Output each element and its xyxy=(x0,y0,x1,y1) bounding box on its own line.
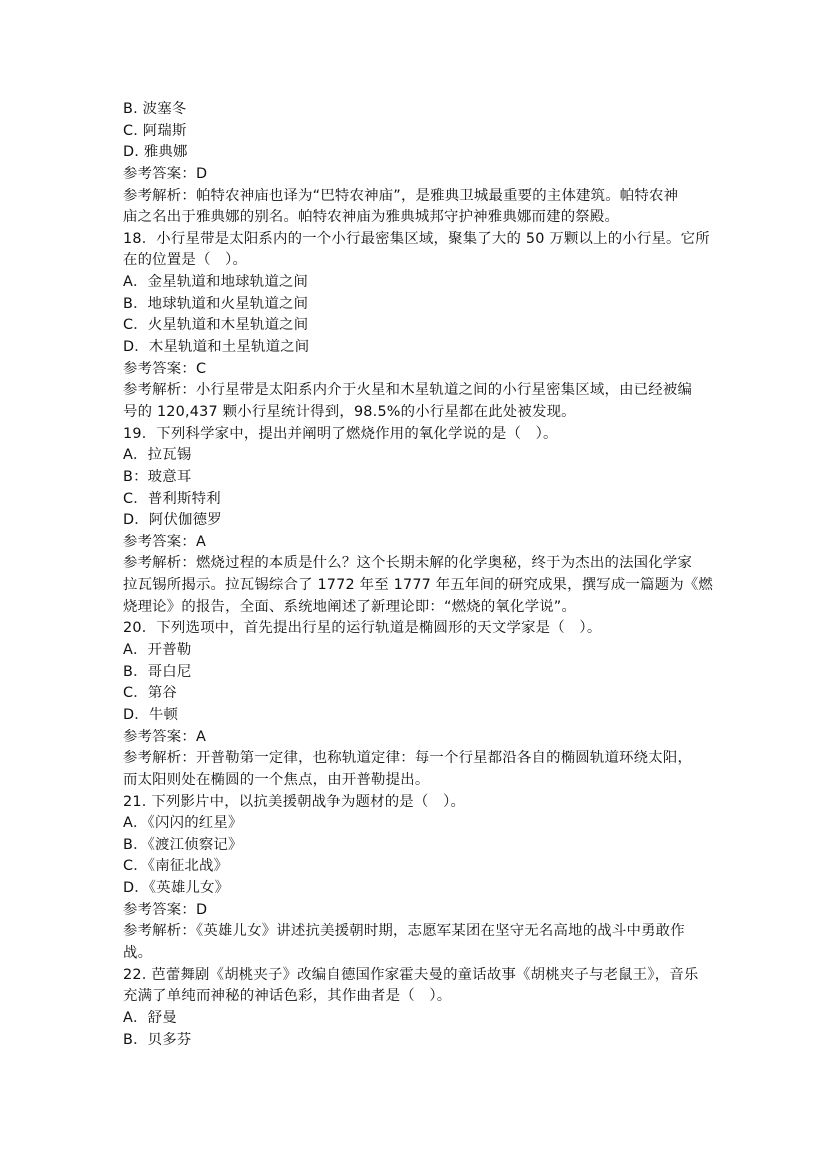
text-line: B．哥白尼 xyxy=(123,663,192,680)
text-line: 参考答案：C xyxy=(123,360,207,377)
text-line: 参考答案：A xyxy=(123,728,206,745)
text-line: A．《闪闪的红星》 xyxy=(123,815,243,832)
text-line: C．普利斯特利 xyxy=(123,490,221,507)
text-line: 在的位置是（ ）。 xyxy=(123,252,248,269)
text-line: B．《渡江侦察记》 xyxy=(123,836,243,853)
text-line: 庙之名出于雅典娜的别名。帕特农神庙为雅典城邦守护神雅典娜而建的祭殿。 xyxy=(123,209,620,226)
text-line: C．《南征北战》 xyxy=(123,858,229,875)
text-line: 烧理论》的报告，全面、系统地阐述了新理论即：“燃烧的氧化学说”。 xyxy=(123,598,577,615)
text-line: D．牛顿 xyxy=(123,706,179,723)
text-line: D．阿伏伽德罗 xyxy=(123,512,222,529)
text-line: 19．下列科学家中，提出并阐明了燃烧作用的氧化学说的是（ ）。 xyxy=(123,425,558,442)
text-line: D．木星轨道和土星轨道之间 xyxy=(123,339,310,356)
text-line: 参考解析：小行星带是太阳系内介于火星和木星轨道之间的小行星密集区域，由已经被编 xyxy=(123,382,693,399)
document-body xyxy=(123,99,723,1051)
text-line: 参考答案：A xyxy=(123,533,206,550)
text-line: A．开普勒 xyxy=(123,642,192,659)
text-line: C. 阿瑞斯 xyxy=(123,122,187,139)
text-line: 号的 120,437 颗小行星统计得到，98.5%的小行星都在此处被发现。 xyxy=(123,403,576,420)
text-line: C．第谷 xyxy=(123,685,178,702)
text-line: 18．小行星带是太阳系内的一个小行最密集区域，聚集了大的 50 万颗以上的小行星。它所 xyxy=(123,230,710,247)
text-line: 参考答案：D xyxy=(123,165,208,182)
text-line: 参考答案：D xyxy=(123,901,208,918)
text-line: 参考解析：开普勒第一定律，也称轨道定律：每一个行星都沿各自的椭圆轨道环绕太阳， xyxy=(123,750,693,767)
text-line: A．拉瓦锡 xyxy=(123,447,192,464)
text-line: 21. 下列影片中，以抗美援朝战争为题材的是（ ）。 xyxy=(123,793,466,810)
text-line: B：玻意耳 xyxy=(123,468,192,485)
text-line: B．贝多芬 xyxy=(123,1031,192,1048)
text-line: A．舒曼 xyxy=(123,1009,177,1026)
text-line: B．地球轨道和火星轨道之间 xyxy=(123,295,309,312)
text-line: 参考解析：燃烧过程的本质是什么？这个长期未解的化学奥秘，终于为杰出的法国化学家 xyxy=(123,555,693,572)
text-line: 参考解析：《英雄儿女》讲述抗美援朝时期，志愿军某团在坚守无名高地的战斗中勇敢作 xyxy=(123,923,685,940)
text-line: 22. 芭蕾舞剧《胡桃夹子》改编自德国作家霍夫曼的童话故事《胡桃夹子与老鼠王》，音乐 xyxy=(123,966,699,983)
text-line: D. 雅典娜 xyxy=(123,144,188,161)
text-line: 充满了单纯而神秘的神话色彩，其作曲者是（ ）。 xyxy=(123,988,452,1005)
text-line: 20．下列选项中，首先提出行星的运行轨道是椭圆形的天文学家是（ ）。 xyxy=(123,620,602,637)
text-line: 而太阳则处在椭圆的一个焦点，由开普勒提出。 xyxy=(123,771,430,788)
text-line: D．《英雄儿女》 xyxy=(123,880,230,897)
text-line: 拉瓦锡所揭示。拉瓦锡综合了 1772 年至 1777 年五年间的研究成果，撰写成一篇题为《燃 xyxy=(123,577,714,594)
text-line: 参考解析：帕特农神庙也译为“巴特农神庙”，是雅典卫城最重要的主体建筑。帕特农神 xyxy=(123,187,679,204)
text-line: C．火星轨道和木星轨道之间 xyxy=(123,317,309,334)
text-line: A．金星轨道和地球轨道之间 xyxy=(123,274,309,291)
text-line: B. 波塞冬 xyxy=(123,101,187,117)
text-line: 战。 xyxy=(123,944,153,961)
